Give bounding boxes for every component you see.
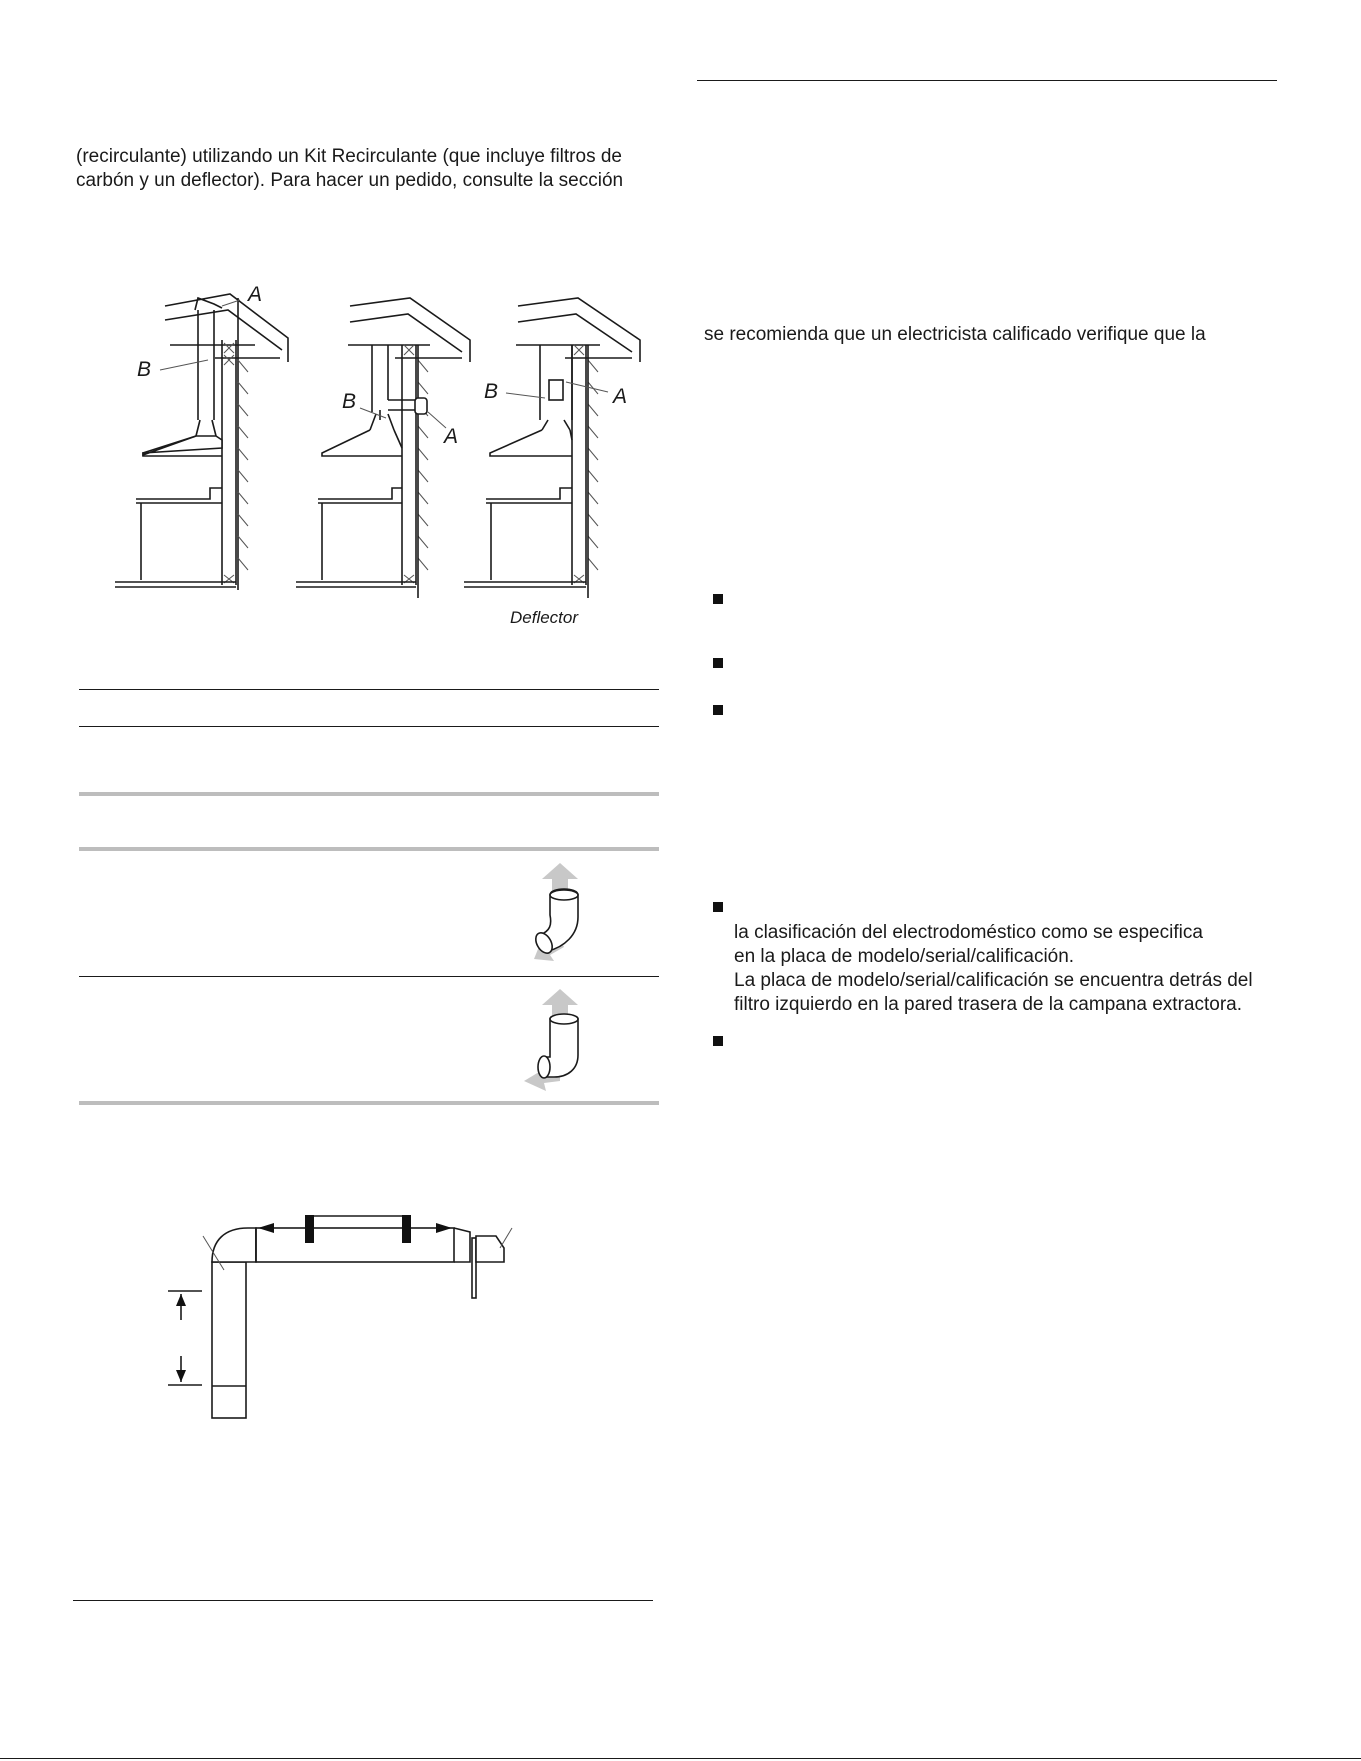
label-b-wall: B bbox=[342, 390, 357, 413]
label-a-wall: A bbox=[444, 425, 459, 448]
electrician-line: se recomienda que un electricista calificado verifique que la bbox=[704, 324, 1206, 345]
bullet-4 bbox=[713, 902, 723, 912]
bullet-1 bbox=[713, 594, 723, 604]
intro-line-2: carbón y un deflector). Para hacer un pedido, consulte la sección bbox=[76, 170, 624, 191]
label-a-recirc: A bbox=[613, 385, 628, 408]
bullet-paragraph-line-1: la clasificación del electrodoméstico como se especifica bbox=[734, 922, 1203, 943]
figure-caption-deflector: Deflector bbox=[510, 608, 579, 627]
bullet-paragraph-line-2: en la placa de modelo/serial/calificación. bbox=[734, 946, 1075, 967]
label-b-roof: B bbox=[137, 358, 152, 381]
bullet-paragraph-line-3: La placa de modelo/serial/calificación se encuentra detrás del bbox=[734, 970, 1253, 991]
left-bottom-rule bbox=[73, 1600, 653, 1601]
bullet-2 bbox=[713, 658, 723, 668]
label-a-roof: A bbox=[248, 283, 263, 306]
label-b-recirc: B bbox=[484, 380, 499, 403]
bullet-5 bbox=[713, 1036, 723, 1046]
intro-line-1: (recirculante) utilizando un Kit Recirculante (que incluye filtros de bbox=[76, 146, 622, 167]
page-bottom-rule bbox=[0, 1758, 1361, 1759]
bullet-paragraph-line-4: filtro izquierdo en la pared trasera de la campana extractora. bbox=[734, 994, 1242, 1015]
bullet-3 bbox=[713, 705, 723, 715]
